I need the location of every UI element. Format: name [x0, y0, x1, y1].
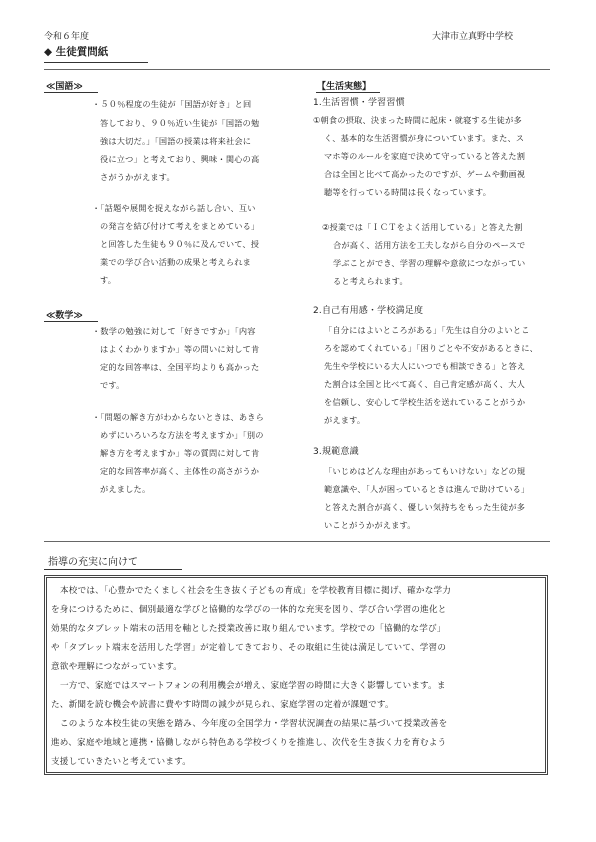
- kokugo-heading-underline: [44, 92, 98, 93]
- seikatsu-s3-line-4: いことがうかがえます。: [324, 520, 416, 530]
- kokugo-p2-line-4: 業での学び合い活動の成果と考えられま: [100, 257, 251, 267]
- title-underline: [44, 62, 148, 63]
- seikatsu-s3-line-3: と答えた割合が高く、優しい気持ちをもった生徒が多: [324, 502, 526, 512]
- sugaku-p1-line-1: ・数学の勉強に対して「好きですか」「内容: [92, 326, 256, 336]
- support-line-2: を身につけるために、個別最適な学びと協働的な学びの一体的な充実を図り、学び合い学習の進化と: [51, 605, 447, 615]
- kokugo-p2-line-3: と回答した生徒も９０％に及んでいて、授: [100, 239, 260, 249]
- support-line-1: 本校では、「心豊かでたくましく社会を生き抜く子どもの育成」を学校教育目標に掲げ、確かな学力: [60, 586, 452, 596]
- sugaku-p1-line-4: です。: [100, 380, 125, 390]
- kokugo-p1-line-2: 答しており、９０％近い生徒が「国語の勉: [100, 118, 260, 128]
- seikatsu-s2-line-1: 「自分にはよいところがある」「先生は自分のよいとこ: [324, 325, 530, 335]
- seikatsu-s1-i2-line-4: ると考えられます。: [333, 276, 408, 286]
- seikatsu-s2-line-6: がえます。: [324, 415, 366, 425]
- support-heading: 指導の充実に向けて: [48, 557, 138, 568]
- sugaku-p2-line-5: がえました。: [100, 484, 151, 494]
- seikatsu-heading-underline: [316, 92, 380, 93]
- seikatsu-s2-line-5: を信頼し、安心して学校生活を送れていることがうか: [324, 397, 526, 407]
- support-line-7: た、新聞を読む機会や読書に費やす時間の減少が見られ、家庭学習の定着が課題です。: [51, 700, 394, 710]
- sugaku-p2-line-2: めずにいろいろな方法を考えますか」「別の: [100, 430, 264, 440]
- seikatsu-s1-title: 1.生活習慣・学習習慣: [313, 98, 405, 108]
- sugaku-p2-line-4: 定的な回答率が高く、主体性の高さがうか: [100, 466, 260, 476]
- kokugo-p2-line-5: す。: [100, 275, 117, 285]
- support-line-8: このような本校生徒の実態を踏み、今年度の全国学力・学習状況調査の結果に基づいて授業改善を: [60, 719, 448, 729]
- seikatsu-s3-line-2: 範意識や、「人が困っているときは進んで助けている」: [324, 484, 530, 494]
- school-name-label: 大津市立真野中学校: [432, 32, 514, 42]
- seikatsu-s1-i2-line-2: 合が高く、活用方法を工夫しながら自分のペースで: [333, 240, 526, 250]
- sugaku-heading-underline: [44, 321, 98, 322]
- kokugo-p1-line-1: ・５０％程度の生徒が「国語が好き」と回: [92, 99, 252, 109]
- seikatsu-s3-title: 3.規範意識: [313, 447, 359, 457]
- seikatsu-s2-title: 2.自己有用感・学校満足度: [313, 306, 424, 316]
- kokugo-p2-line-1: ・「話題や展開を捉えながら話し合い、互い: [92, 203, 256, 213]
- sugaku-p2-line-1: ・「問題の解き方がわからないときは、あきら: [92, 412, 265, 422]
- kokugo-p1-line-4: 役に立つ」と考えており、興味・関心の高: [100, 154, 260, 164]
- support-line-3: 効果的なタブレット端末の活用を軸とした授業改善に取り組んでいます。学校での「協働的な学び」: [51, 624, 446, 634]
- kokugo-p1-line-3: 強は大切だ。」「国語の授業は将来社会に: [100, 136, 252, 146]
- seikatsu-s1-i1-line-5: 聴等を行っている時間は長くなっています。: [324, 187, 492, 197]
- middle-divider: [44, 541, 550, 542]
- kokugo-heading: ≪国語≫: [46, 82, 83, 92]
- top-divider: [44, 69, 550, 70]
- support-line-4: や「タブレット端末を活用した学習」が定着してきており、その取組に生徒は満足していて、学習の: [51, 643, 447, 653]
- seikatsu-s1-i2-line-1: ②授業では「ＩＣＴをよく活用している」と答えた割: [322, 222, 523, 232]
- support-line-6: 一方で、家庭ではスマートフォンの利用機会が増え、家庭学習の時間に大きく影響しています。ま: [60, 681, 446, 691]
- seikatsu-s2-line-3: 先生や学校にいる大人にいつでも相談できる」と答え: [324, 361, 526, 371]
- kokugo-p2-line-2: の発言を結び付けて考えをまとめている」: [100, 221, 260, 231]
- seikatsu-s1-i1-line-3: マホ等のルールを家庭で決めて守っていると答えた割: [324, 151, 526, 161]
- seikatsu-s1-i2-line-3: 学ぶことができ、学習の理解や意欲につながってい: [333, 258, 526, 268]
- support-line-5: 意欲や理解につながっています。: [51, 662, 183, 672]
- sugaku-p2-line-3: 解き方を考えますか」等の質問に対して肯: [100, 448, 260, 458]
- document-title: ◆ 生徒質問紙: [44, 46, 109, 58]
- seikatsu-s1-i1-line-4: 合は全国と比べて高かったのですが、ゲームや動画視: [324, 169, 526, 179]
- sugaku-p1-line-3: 定的な回答率は、全国平均よりも高かった: [100, 362, 260, 372]
- sugaku-p1-line-2: はよくわかりますか」等の問いに対して肯: [100, 344, 260, 354]
- seikatsu-s1-i1-line-1: ①朝食の摂取、決まった時間に起床・就寝する生徒が多: [313, 115, 522, 125]
- sugaku-heading: ≪数学≫: [46, 311, 83, 321]
- seikatsu-s2-line-4: た割合は全国と比べて高く、自己肯定感が高く、大人: [324, 379, 525, 389]
- seikatsu-s1-i1-line-2: く、基本的な生活習慣が身についています。また、ス: [324, 133, 525, 143]
- support-line-9: 進め、家庭や地域と連携・協働しながら特色ある学校づくりを推進し、次代を生き抜く力を育むよう: [51, 738, 447, 748]
- seikatsu-s2-line-2: ろを認めてくれている」「困りごとや不安があるときに、: [324, 343, 538, 353]
- seikatsu-heading: 【生活実態】: [317, 82, 372, 92]
- support-line-10: 支援していきたいと考えています。: [51, 757, 192, 767]
- seikatsu-s3-line-1: 「いじめはどんな理由があってもいけない」などの規: [324, 466, 526, 476]
- school-year-label: 令和６年度: [44, 32, 90, 42]
- support-heading-underline: [44, 569, 182, 570]
- kokugo-p1-line-5: さがうかがえます。: [100, 172, 175, 182]
